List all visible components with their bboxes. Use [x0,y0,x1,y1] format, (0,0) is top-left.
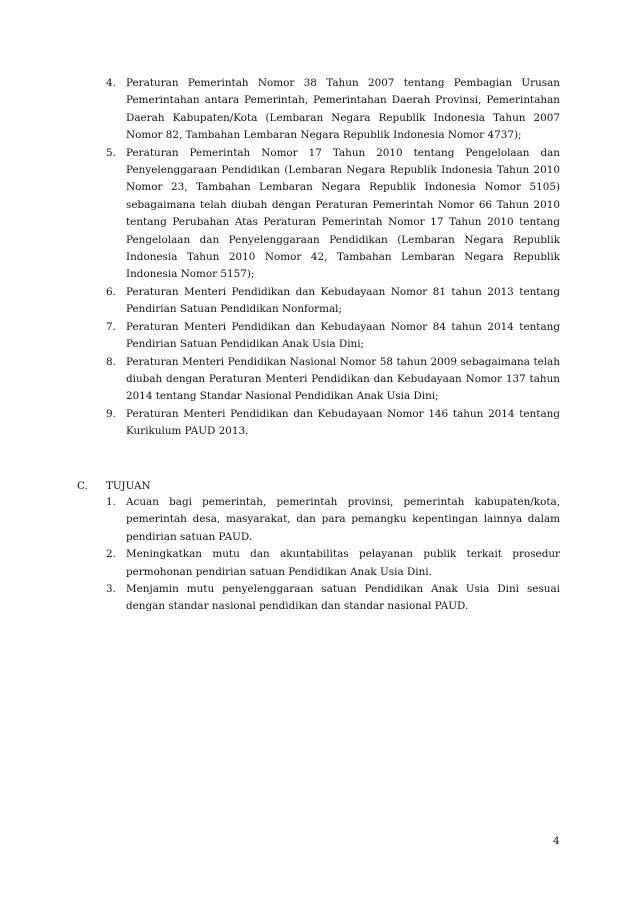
list-item [106,145,560,284]
item-number: 1. [106,496,116,508]
item-text: Peraturan Menteri Pendidikan Nasional Nomor 58 tahun 2009 sebagaimana telah diubah dengan Peraturan Menteri Pendidikan dan Kebudayaan Nomor 137 tahun 2014 tentang Standar Nasional Pendidikan Anak Usia Dini; [126,355,560,403]
objectives-list [106,494,560,616]
list-item [106,284,560,319]
item-text: Peraturan Menteri Pendidikan dan Kebudayaan Nomor 146 tahun 2014 tentang Kurikulum PAUD 2013. [126,407,560,438]
item-number: 5. [106,146,116,159]
item-number: 7. [106,320,116,333]
item-number: 4. [106,77,116,89]
item-text: Peraturan Pemerintah Nomor 38 Tahun 2007 tentang Pembagian Urusan Pemerintahan antara Pemerintah, Pemerintahan Daerah Provinsi, Pemerintahan Daerah Kabupaten/Kota (Lembaran Negara Republik Indonesia Tahun 2007 Nomor 82, Tambahan Lembaran Negara Republik Indonesia Nomor 4737); [126,77,560,142]
item-text: Peraturan Pemerintah Nomor 17 Tahun 2010 tentang Pengelolaan dan Penyelenggaraan Pendidikan (Lembaran Negara Republik Indonesia Tahun 2010 Nomor 23, Tambahan Lembaran Negara Republik Indonesia Nomor 5105) sebagaimana telah diubah dengan Peraturan Pemerintah Nomor 66 Tahun 2010 tentang Perubahan Atas Peraturan Pemerintah Nomor 17 Tahun 2010 tentang Pengelolaan dan Penyelenggaraan Pendidikan (Lembaran Negara Republik Indonesia Tahun 2010 Nomor 42, Tambahan Lembaran Negara Republik Indonesia Nomor 5157); [126,146,560,281]
item-number: 8. [106,355,116,368]
item-number: 2. [106,548,116,561]
item-number: 3. [106,583,116,596]
item-number: 6. [106,285,116,298]
legal-basis-list [106,75,560,441]
list-item [106,75,560,145]
list-item [106,546,560,581]
item-text: Meningkatkan mutu dan akuntabilitas pelayanan publik terkait prosedur permohonan pendirian satuan Pendidikan Anak Usia Dini. [126,548,560,578]
list-item [106,319,560,354]
item-text: Menjamin mutu penyelenggaraan satuan Pendidikan Anak Usia Dini sesuai dengan standar nasional pendidikan dan standar nasional PAUD. [126,583,560,613]
section-letter: C. [77,480,88,492]
item-text: Acuan bagi pemerintah, pemerintah provinsi, pemerintah kabupaten/kota, pemerintah desa, masyarakat, dan para pemangku kepentingan lainnya dalam pendirian satuan PAUD. [126,496,560,543]
section-title: TUJUAN [106,480,151,492]
item-number: 9. [106,407,116,420]
list-item [106,494,560,546]
list-item [106,354,560,406]
list-item [106,406,560,441]
page-number: 4 [553,835,560,847]
item-text: Peraturan Menteri Pendidikan dan Kebudayaan Nomor 84 tahun 2014 tentang Pendirian Satuan Pendidikan Anak Usia Dini; [126,320,560,351]
list-item [106,581,560,616]
item-text: Peraturan Menteri Pendidikan dan Kebudayaan Nomor 81 tahun 2013 tentang Pendirian Satuan Pendidikan Nonformal; [126,285,560,316]
